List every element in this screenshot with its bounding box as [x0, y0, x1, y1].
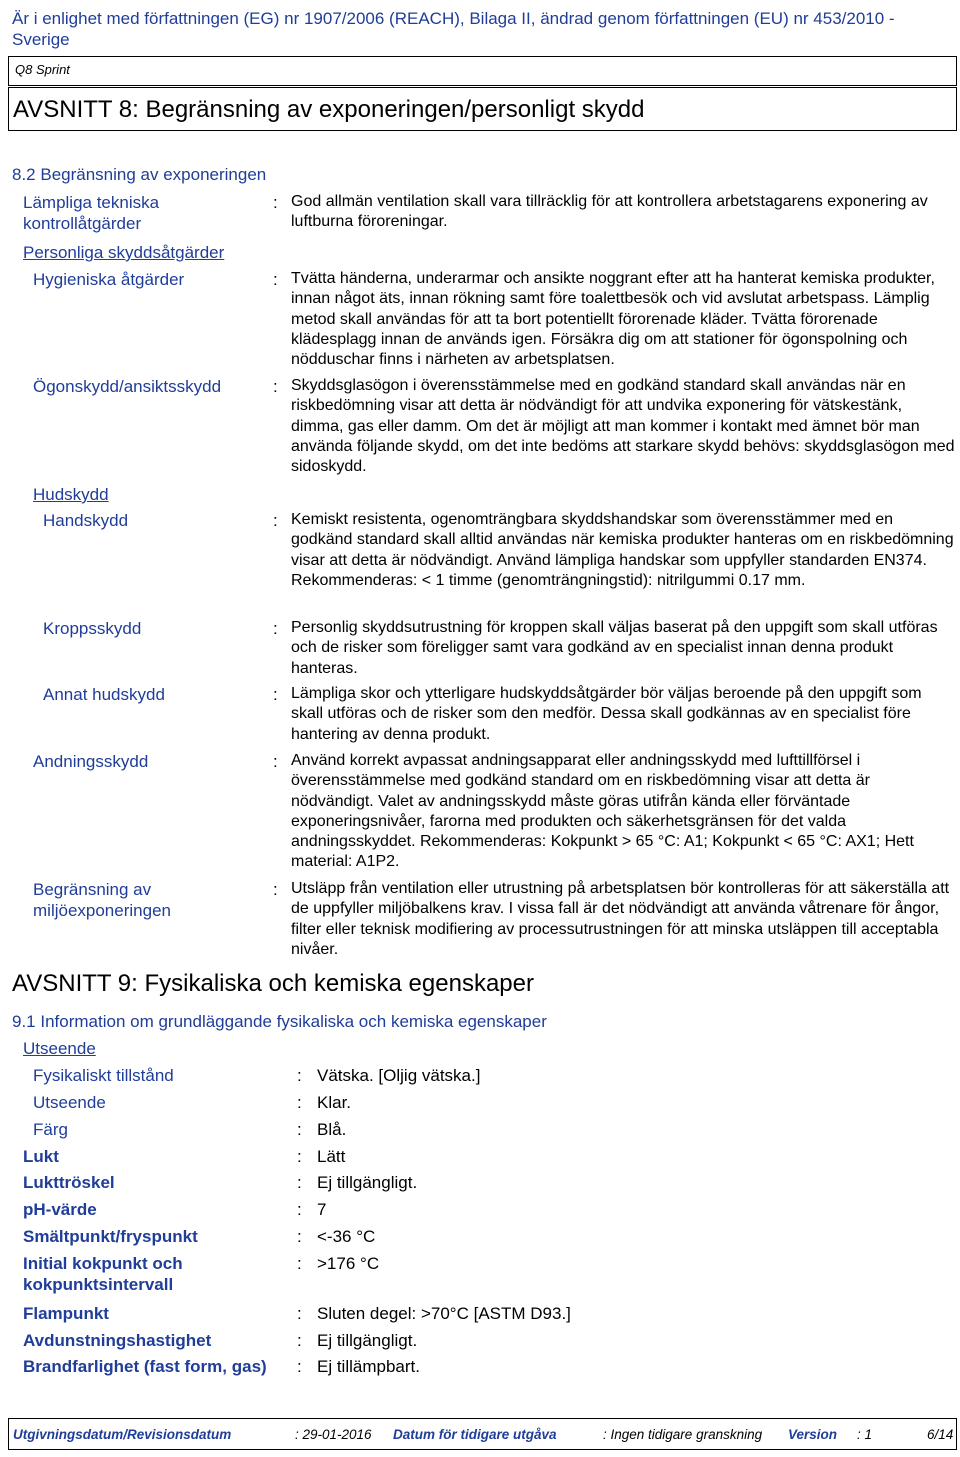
colon: :: [273, 685, 278, 704]
appearance-group-label: Utseende: [23, 1039, 96, 1058]
colon: :: [273, 270, 278, 289]
body-protection-text: Personlig skyddsutrustning för kroppen skall väljas baserat på den uppgift som skall utföras och de risker som föreligger samt vara godkänd av en specialist innan denna produkt hanteras.: [291, 619, 938, 677]
colon: :: [273, 880, 278, 899]
appearance-value: Klar.: [317, 1093, 352, 1112]
body-protection-label: Kroppsskydd: [43, 619, 142, 638]
colon: :: [297, 1331, 302, 1350]
section-9-1-heading: 9.1 Information om grundläggande fysikaliska och kemiska egenskaper: [12, 1012, 547, 1031]
product-name: Q8 Sprint: [15, 62, 70, 77]
flash-point-value: Sluten degel: >70°C [ASTM D93.]: [317, 1304, 571, 1323]
color-label: Färg: [33, 1120, 68, 1139]
product-name-box: [8, 56, 957, 86]
colon: :: [297, 1066, 302, 1085]
hand-protection-label: Handskydd: [43, 511, 129, 530]
colon: :: [297, 1173, 302, 1192]
appearance-label: Utseende: [33, 1093, 106, 1112]
other-skin-protection-text: Lämpliga skor och ytterligare hudskyddsåtgärder bör väljas beroende på den uppgift som skall utföras och de risker som den medför. Dessa skall godkännas av en specialist före hantering av denna produkt.: [291, 685, 922, 743]
environmental-controls-label: Begränsning av miljöexponeringen: [33, 880, 171, 920]
flammability-value: Ej tillämpbart.: [317, 1357, 420, 1376]
color-value: Blå.: [317, 1120, 347, 1139]
ph-value: 7: [317, 1200, 327, 1219]
colon: :: [273, 752, 278, 771]
document-regulation-title: Är i enlighet med författningen (EG) nr 1907/2006 (REACH), Bilaga II, ändrad genom författningen (EU) nr 453/2010 - Sverige: [12, 9, 895, 49]
version-label: Version: [788, 1427, 838, 1442]
colon: :: [273, 193, 278, 212]
previous-issue-value: : Ingen tidigare granskning: [603, 1427, 763, 1442]
colon: :: [297, 1254, 302, 1273]
colon: :: [297, 1147, 302, 1166]
colon: :: [297, 1304, 302, 1323]
colon: :: [297, 1120, 302, 1139]
colon: :: [273, 619, 278, 638]
technical-controls-text: God allmän ventilation skall vara tillräcklig för att kontrollera arbetstagarens exponering av luftburna föroreningar.: [291, 193, 928, 231]
melting-point-label: Smältpunkt/fryspunkt: [23, 1227, 198, 1246]
colon: :: [297, 1227, 302, 1246]
colon: :: [297, 1357, 302, 1376]
section-8-2-heading: 8.2 Begränsning av exponeringen: [12, 165, 267, 184]
previous-issue-label: Datum för tidigare utgåva: [393, 1427, 557, 1442]
boiling-point-value: >176 °C: [317, 1254, 380, 1273]
melting-point-value: <-36 °C: [317, 1227, 376, 1246]
hygiene-label: Hygieniska åtgärder: [33, 270, 185, 289]
environmental-controls-text: Utsläpp från ventilation eller utrustning på arbetsplatsen bör kontrolleras för att säkerställa att de uppfyller miljöbalkens krav. I vissa fall är det nödvändigt att använda våtrenare för ångor, filter eller teknisk modifiering av processutrustningen för att minska utsläppen till acceptabla nivåer.: [291, 880, 950, 958]
respiratory-protection-label: Andningsskydd: [33, 752, 149, 771]
page-number: 6/14: [927, 1427, 954, 1442]
colon: :: [297, 1200, 302, 1219]
ph-label: pH-värde: [23, 1200, 97, 1219]
issue-date-label: Utgivningsdatum/Revisionsdatum: [13, 1427, 232, 1442]
odor-value: Lätt: [317, 1147, 346, 1166]
section-8-heading-box: [8, 87, 957, 131]
flash-point-label: Flampunkt: [23, 1304, 109, 1323]
boiling-point-label: Initial kokpunkt och kokpunktsintervall: [23, 1254, 183, 1294]
version-value: : 1: [857, 1427, 873, 1442]
eye-protection-label: Ögonskydd/ansiktsskydd: [33, 377, 222, 396]
skin-protection-label: Hudskydd: [33, 485, 109, 504]
page-footer: [8, 1418, 957, 1450]
technical-controls-label: Lämpliga tekniska kontrollåtgärder: [23, 193, 160, 233]
odor-label: Lukt: [23, 1147, 59, 1166]
flammability-label: Brandfarlighet (fast form, gas): [23, 1357, 267, 1376]
other-skin-protection-label: Annat hudskydd: [43, 685, 165, 704]
odor-threshold-value: Ej tillgängligt.: [317, 1173, 418, 1192]
respiratory-protection-text: Använd korrekt avpassat andningsapparat eller andningsskydd med lufttillförsel i överensstämmelse med godkänd standard om en riskbedömning visar att detta är nödvändigt. Valet av andningsskydd måste göras utifrån kända eller förväntade exponeringsnivåer, farorna med produkten och säkerhetsgränsen för det valda andningsskyddet. Rekommenderas: Kokpunkt > 65 °C: A1; Kokpunkt < 65 °C: AX1; Hett material: A1P2.: [291, 752, 914, 871]
hand-protection-text: Kemiskt resistenta, ogenomträngbara skyddshandskar som överensstämmer med en godkänd standard skall alltid användas när kemiska produkter hanteras om en riskbedömning visar att detta är nödvändigt. Använd lämpliga handskar som uppfyller standarden EN374. Rekommenderas: < 1 timme (genomträngningstid): nitrilgummi 0.17 mm.: [291, 511, 954, 589]
personal-protection-label: Personliga skyddsåtgärder: [23, 243, 225, 262]
issue-date-value: : 29-01-2016: [295, 1427, 372, 1442]
colon: :: [273, 377, 278, 396]
evaporation-rate-label: Avdunstningshastighet: [23, 1331, 212, 1350]
eye-protection-text: Skyddsglasögon i överensstämmelse med en godkänd standard skall användas när en riskbedömning visar att detta är nödvändigt för att undvika exponering för vätskestänk, dimma, gas eller damm. Om det är möjligt att man kommer i kontakt med ämnet bör man använda följande skydd, om det inte bedöms att starkare skydd behövs: skyddsglasögon med sidoskydd.: [291, 377, 955, 476]
colon: :: [273, 511, 278, 530]
physical-state-value: Vätska. [Oljig vätska.]: [317, 1066, 481, 1085]
evaporation-rate-value: Ej tillgängligt.: [317, 1331, 418, 1350]
odor-threshold-label: Lukttröskel: [23, 1173, 115, 1192]
physical-state-label: Fysikaliskt tillstånd: [33, 1066, 174, 1085]
colon: :: [297, 1093, 302, 1112]
section-9-heading: AVSNITT 9: Fysikaliska och kemiska egenskaper: [12, 970, 534, 997]
hygiene-text: Tvätta händerna, underarmar och ansikte noggrant efter att ha hanterat kemiska produkter, innan något äts, innan rökning samt före toalettbesök och vid avslutat arbetspass. Lämplig metod skall användas för att ta bort potentiellt förorenade kläder. Tvätta förorenade klädesplagg innan de används igen. Försäkra dig om att stationer för ögonspolning och nödduschar finns i närheten av arbetsplatsen.: [291, 270, 935, 369]
section-8-heading: AVSNITT 8: Begränsning av exponeringen/personligt skydd: [13, 96, 645, 123]
